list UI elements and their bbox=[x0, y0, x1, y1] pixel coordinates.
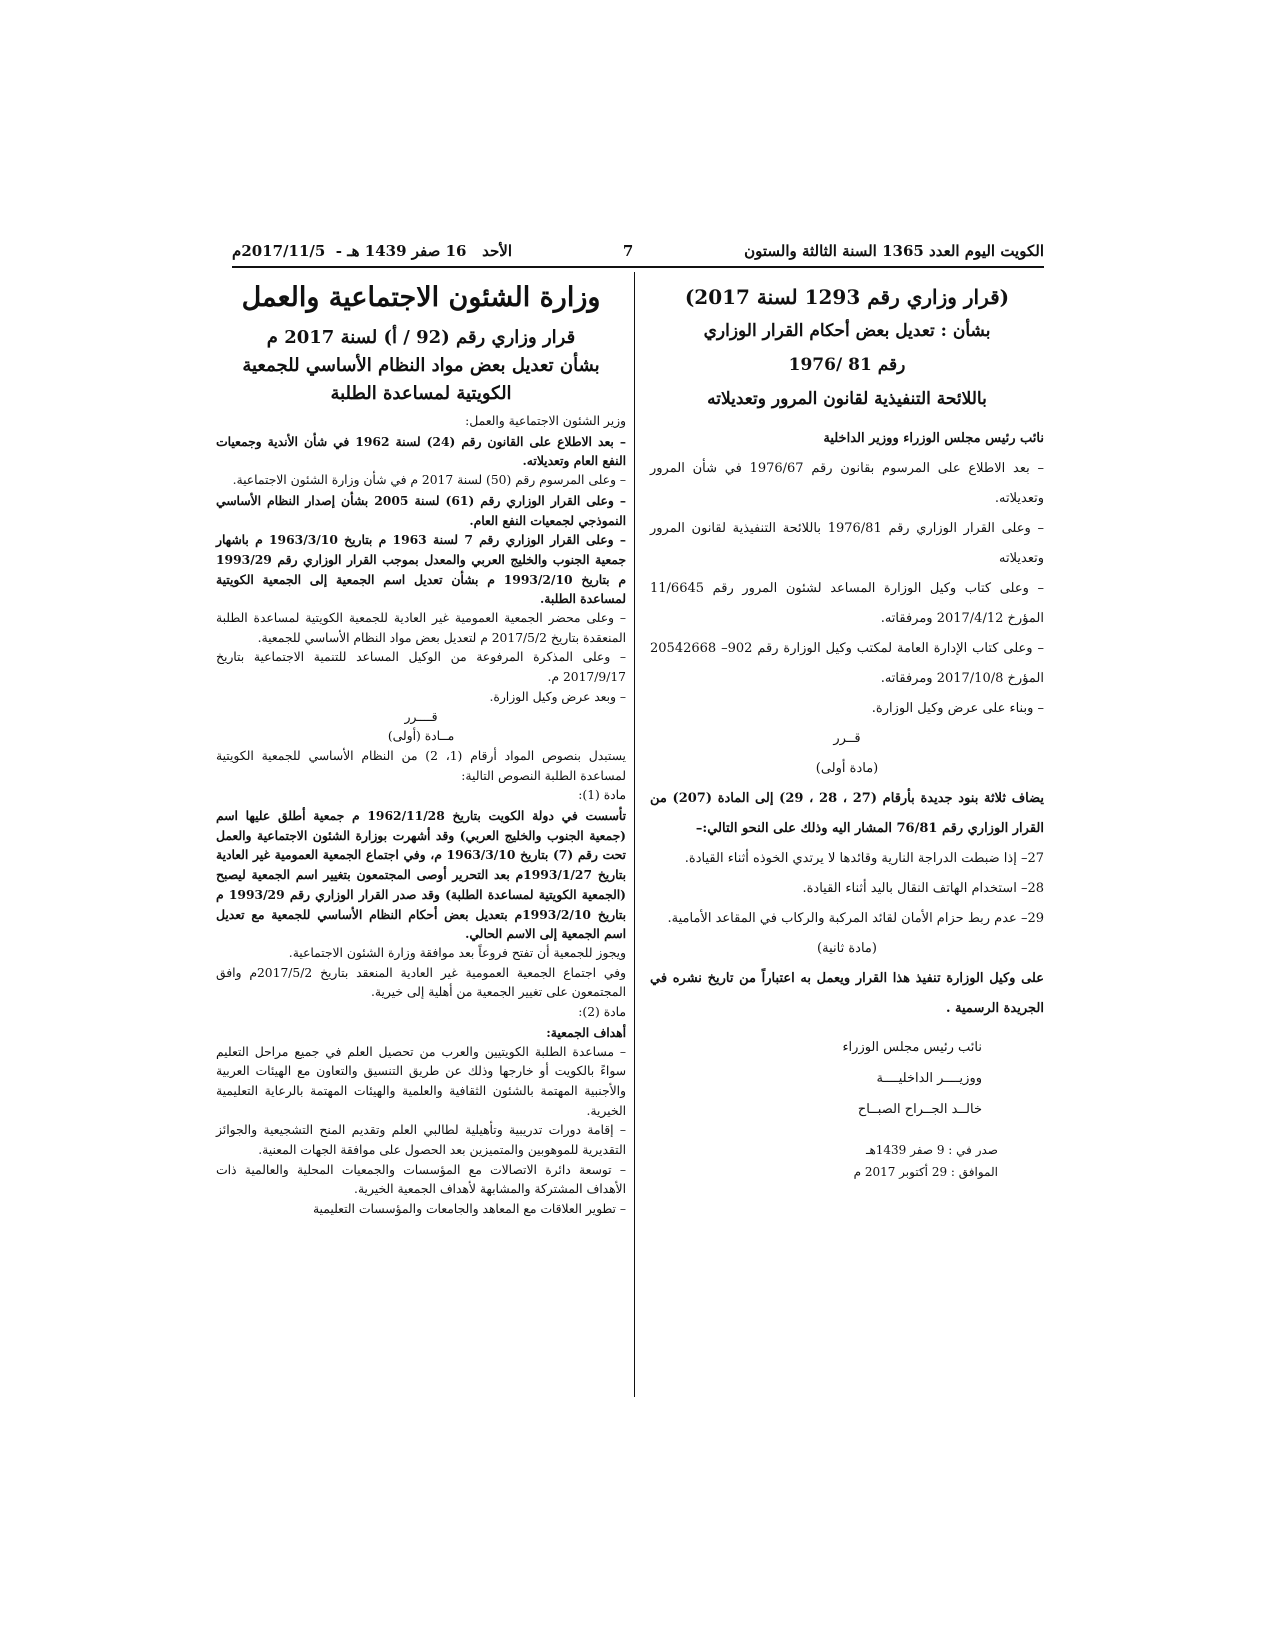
issue-date-block bbox=[650, 1139, 998, 1183]
preamble-item: – وعلى المرسوم رقم (50) لسنة 2017 م في شأن وزارة الشئون الاجتماعية. bbox=[232, 473, 626, 488]
decree-title: (قرار وزاري رقم 1293 لسنة 2017) bbox=[684, 285, 1010, 309]
running-header bbox=[232, 238, 1044, 264]
decree-subtitle-line: بشأن تعديل بعض مواد النظام الأساسي للجمعية bbox=[242, 355, 600, 376]
objective-item: – إقامة دورات تدريبية وتأهيلية لطالبي العلم وتقديم المنح التشجيعية والجوائز التقديرية للموهوبين والمتميزين بعد الحصول على موافقة الجهات المعنية. bbox=[216, 1123, 626, 1158]
preamble-item: – وعلى كتاب وكيل الوزارة المساعد لشئون المرور رقم 11/6645 المؤرخ 2017/4/12 ومرفقاته. bbox=[650, 581, 1044, 626]
header-page-number: 7 bbox=[622, 242, 634, 260]
article-clause: 27– إذا ضبطت الدراجة النارية وقائدها لا يرتدي الخوذه أثناء القيادة. bbox=[684, 851, 1044, 866]
article-heading: مادة (2): bbox=[578, 1005, 626, 1020]
preamble-item: – وعلى القرار الوزاري رقم 7 لسنة 1963 م بتاريخ 1963/3/10 م باشهار جمعية الجنوب والخليج العربي والمعدل بموجب القرار الوزاري رقم 1993/29 م بتاريخ 1993/2/10 م بشأن تعديل اسم الجمعية إلى الجمعية الكويتية لمساعدة الطلبة. bbox=[216, 532, 626, 607]
preamble-item: – بعد الاطلاع على المرسوم بقانون رقم 1976/67 في شأن المرور وتعديلاته. bbox=[650, 461, 1044, 506]
article-text: على وكيل الوزارة تنفيذ هذا القرار ويعمل به اعتباراً من تاريخ نشره في الجريدة الرسمية . bbox=[650, 971, 1044, 1016]
decree-subtitle-line: الكويتية لمساعدة الطلبة bbox=[330, 383, 512, 404]
column-divider bbox=[634, 272, 635, 1397]
header-hijri-date: 16 صفر 1439 هـ - bbox=[335, 242, 467, 260]
objective-item: – تطوير العلاقات مع المعاهد والجامعات والمؤسسات التعليمية bbox=[312, 1202, 626, 1217]
header-weekday: الأحد bbox=[482, 242, 512, 260]
preamble-item: – بعد الاطلاع على القانون رقم (24) لسنة 1962 في شأن الأندية وجمعيات النفع العام وتعديلاته. bbox=[216, 433, 626, 469]
right-column bbox=[650, 280, 1044, 1183]
issue-date-gregorian: الموافق : 29 أكتوبر 2017 م bbox=[853, 1165, 998, 1179]
signature-line: خالــد الجــراح الصبــاح bbox=[857, 1102, 982, 1117]
objective-item: – مساعدة الطلبة الكويتيين والعرب من تحصيل العلم في جميع مراحل التعليم سواءً بالكويت أو خارجها وذلك عن طريق التنسيق والتعاون مع الهيئات العربية والأجنبية المهتمة بالشئون الثقافية والعلمية والهيئات المهتمة بالرعاية التعليمية الخيرية. bbox=[216, 1044, 626, 1118]
article-text: يستبدل بنصوص المواد أرقام (1، 2) من النظام الأساسي للجمعية الكويتية لمساعدة الطلبة النصوص التالية: bbox=[216, 748, 626, 783]
decided-heading: قــرر bbox=[833, 731, 861, 746]
preamble-item: – وعلى محضر الجمعية العمومية غير العادية للجمعية الكويتية لمساعدة الطلبة المنعقدة بتاريخ 2017/5/2 م لتعديل بعض مواد النظام الأساسي للجمعية. bbox=[216, 611, 626, 645]
article-heading: (مادة ثانية) bbox=[817, 941, 877, 956]
issuer-line: وزير الشئون الاجتماعية والعمل: bbox=[465, 414, 626, 428]
ministry-title: وزارة الشئون الاجتماعية والعمل bbox=[241, 282, 601, 313]
article-text: وفي اجتماع الجمعية العمومية غير العادية المنعقد بتاريخ 2017/5/2م وافق المجتمعون على تغيير الجمعية من أهلية إلى خيرية. bbox=[216, 965, 626, 1000]
preamble-item: – وعلى كتاب الإدارة العامة لمكتب وكيل الوزارة رقم 902– 20542668 المؤرخ 2017/10/8 ومرفقاته. bbox=[650, 641, 1045, 686]
signature-line: نائب رئيس مجلس الوزراء bbox=[842, 1040, 982, 1055]
preamble-item: – وعلى القرار الوزاري رقم (61) لسنة 2005 بشأن إصدار النظام الأساسي النموذجي لجمعيات النفع العام. bbox=[216, 492, 626, 528]
decree-body bbox=[216, 412, 626, 1220]
article-text: ويجوز للجمعية أن تفتح فروعاً بعد موافقة وزارة الشئون الاجتماعية. bbox=[288, 945, 626, 960]
article-heading: مادة (1): bbox=[578, 788, 626, 803]
objectives-heading: أهداف الجمعية: bbox=[546, 1024, 626, 1040]
left-column bbox=[216, 280, 626, 1220]
decided-heading: قــــرر bbox=[404, 709, 438, 724]
decree-subtitle-line: باللائحة التنفيذية لقانون المرور وتعديلاته bbox=[707, 389, 987, 409]
article-clause: 28– استخدام الهاتف النقال باليد أثناء القيادة. bbox=[802, 881, 1044, 896]
article-text: يضاف ثلاثة بنود جديدة بأرقام (27 ، 28 ، 29) إلى المادة (207) من القرار الوزاري رقم 76/81 المشار اليه وذلك على النحو التالي:– bbox=[650, 791, 1045, 836]
issuer-line: نائب رئيس مجلس الوزراء ووزير الداخلية bbox=[823, 431, 1044, 446]
decree-subtitle-line: بشأن : تعديل بعض أحكام القرار الوزاري bbox=[703, 321, 991, 341]
issue-date-hijri: صدر في : 9 صفر 1439هـ bbox=[865, 1143, 998, 1157]
header-issue-info: الكويت اليوم العدد 1365 السنة الثالثة والستون bbox=[744, 242, 1044, 260]
article-heading: (مادة أولى) bbox=[815, 761, 879, 776]
decree-subtitle-line: رقم 81 /1976 bbox=[788, 355, 906, 375]
article-text: تأسست في دولة الكويت بتاريخ 1962/11/28 م جمعية أطلق عليها اسم (جمعية الجنوب والخليج العربي) وقد أشهرت بوزارة الشئون الاجتماعية والعمل تحت رقم (7) بتاريخ 1963/3/10 م، وفي اجتماع الجمعية العمومية غير العادية بتاريخ 1993/1/27م بعد التحرير أوصى المجتمعون بتغيير اسم الجمعية ليصبح (الجمعية الكويتية لمساعدة الطلبة) وقد صدر القرار الوزاري رقم 1993/29 م بتاريخ 1993/2/10م بتعديل بعض أحكام النظام الأساسي للجمعية مع تعديل اسم الجمعية إلى الاسم الحالي. bbox=[216, 808, 626, 942]
signature-block bbox=[650, 1032, 982, 1125]
article-clause: 29– عدم ربط حزام الأمان لقائد المركبة والركاب في المقاعد الأمامية. bbox=[667, 911, 1044, 926]
header-rule bbox=[232, 266, 1044, 268]
article-heading: مــادة (أولى) bbox=[387, 729, 455, 744]
signature-line: ووزيــــر الداخليــــة bbox=[876, 1071, 982, 1086]
preamble-item: – وعلى المذكرة المرفوعة من الوكيل المساعد للتنمية الاجتماعية بتاريخ 2017/9/17 م. bbox=[216, 650, 626, 685]
preamble-item: – وبعد عرض وكيل الوزارة. bbox=[489, 689, 626, 704]
header-gregorian-date: 2017/11/5م bbox=[232, 242, 326, 260]
header-date bbox=[232, 242, 512, 260]
decree-body bbox=[650, 424, 1044, 1024]
preamble-item: – وبناء على عرض وكيل الوزارة. bbox=[871, 701, 1044, 716]
decree-subtitle-line: قرار وزاري رقم (92 / أ) لسنة 2017 م bbox=[266, 327, 576, 348]
preamble-item: – وعلى القرار الوزاري رقم 1976/81 باللائحة التنفيذية لقانون المرور وتعديلاته bbox=[650, 521, 1044, 566]
objective-item: – توسعة دائرة الاتصالات مع المؤسسات والجمعيات المحلية والعالمية ذات الأهداف المشتركة والمشابهة لأهداف الجمعية الخيرية. bbox=[216, 1162, 626, 1197]
